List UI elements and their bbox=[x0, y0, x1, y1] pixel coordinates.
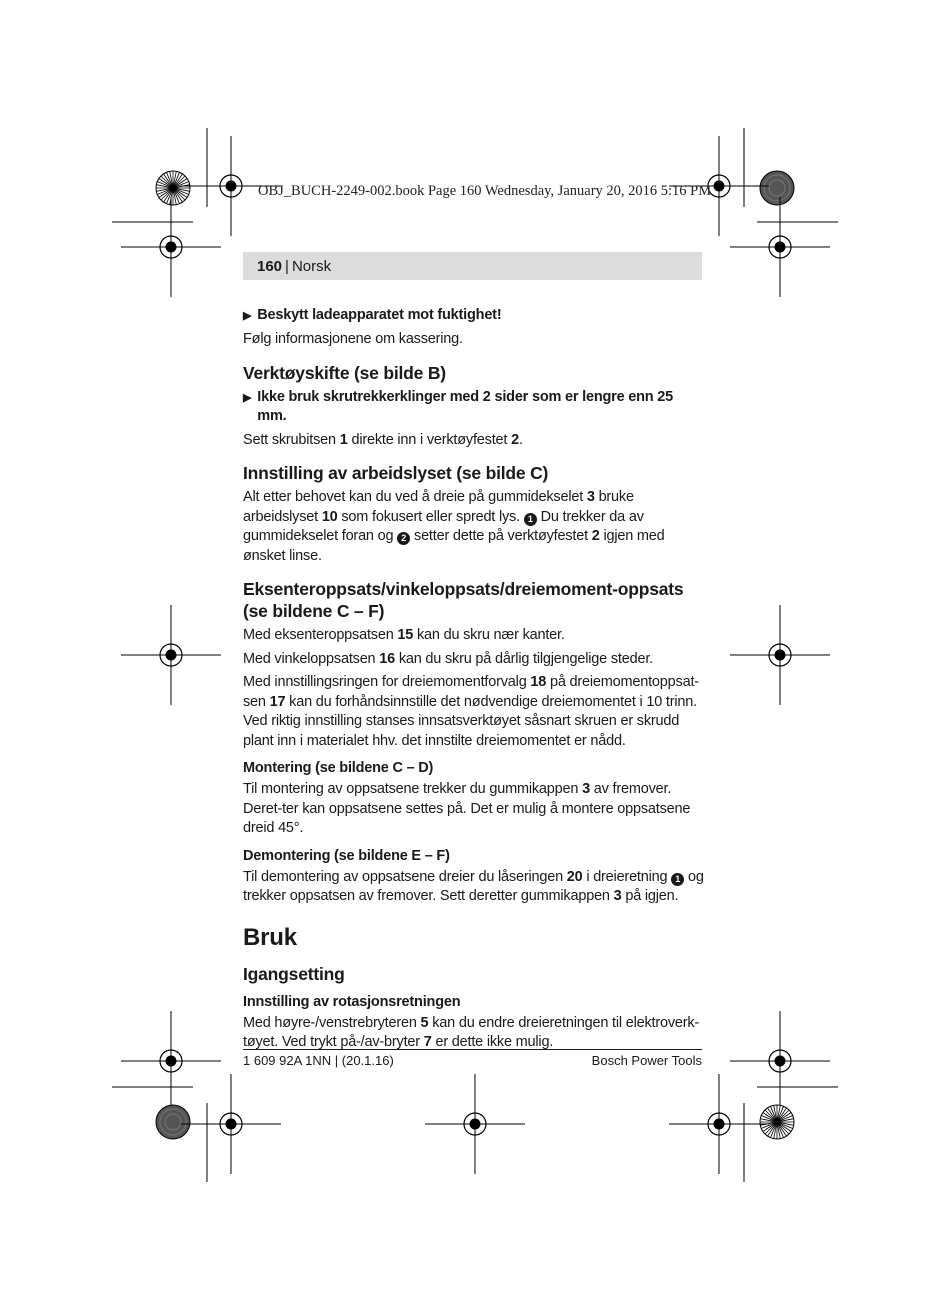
crosshair-mark bbox=[121, 1011, 221, 1111]
crosshair-mark bbox=[121, 605, 221, 705]
paragraph-demounting: Til demontering av oppsatsene dreier du låseringen 20 i dreieretning 1 og trekker oppsatsen av fremover. Sett deretter gummikappen 3 på igjen. bbox=[243, 868, 704, 904]
header-separator: | bbox=[285, 257, 289, 275]
crosshair-mark bbox=[730, 197, 830, 297]
footer-doc-code: 1 609 92A 1NN | (20.1.16) bbox=[243, 1053, 394, 1068]
heading-startup: Igangsetting bbox=[243, 963, 345, 984]
paragraph-angle: Med vinkeloppsatsen 16 kan du skru på dårlig tilgjengelige steder. bbox=[243, 650, 653, 667]
paragraph-rotation: Med høyre-/venstrebryteren 5 kan du endre dreieretningen til elektroverk-tøyet. Ved trykt på-/av-bryter 7 er dette ikke mulig. bbox=[243, 1014, 700, 1050]
heading-demounting: Demontering (se bildene E – F) bbox=[243, 847, 450, 864]
crosshair-mark bbox=[730, 1011, 830, 1111]
warning-charger bbox=[243, 306, 705, 326]
step-1-icon: 1 bbox=[671, 873, 684, 886]
print-job-info: OBJ_BUCH-2249-002.book Page 160 Wednesday, January 20, 2016 5:16 PM bbox=[258, 183, 712, 199]
crosshair-mark bbox=[425, 1074, 525, 1174]
triangle-bullet-icon: ▶ bbox=[243, 391, 252, 404]
warning-text: Beskytt ladeapparatet mot fuktighet! bbox=[257, 307, 502, 323]
starburst-mark-top-left bbox=[156, 171, 190, 205]
triangle-bullet-icon: ▶ bbox=[243, 310, 252, 322]
crosshair-mark bbox=[121, 197, 221, 297]
crosshair-mark bbox=[669, 1074, 769, 1174]
crosshair-mark bbox=[730, 605, 830, 705]
heading-work-light: Innstilling av arbeidslyset (se bilde C) bbox=[243, 463, 549, 483]
page-header bbox=[243, 252, 702, 280]
paragraph-eccentric: Med eksenteroppsatsen 15 kan du skru nær kanter. bbox=[243, 627, 565, 643]
heading-attachments: Eksenteroppsats/vinkeloppsats/dreiemoment-oppsats (se bildene C – F) bbox=[243, 579, 684, 621]
heading-mounting: Montering (se bildene C – D) bbox=[243, 760, 434, 776]
page-content bbox=[243, 306, 705, 1057]
starburst-mark-bottom-right bbox=[760, 1105, 794, 1139]
heading-use: Bruk bbox=[243, 923, 297, 951]
crosshair-mark bbox=[181, 1074, 281, 1174]
paragraph-mounting: Til montering av oppsatsene trekker du gummikappen 3 av fremover. Deret-ter kan oppsatsene settes på. Det er mulig å montere oppsatsene dreid 45°. bbox=[243, 781, 691, 836]
footer-divider bbox=[243, 1049, 702, 1050]
heading-tool-change: Verktøyskifte (se bilde B) bbox=[243, 362, 446, 383]
footer-brand: Bosch Power Tools bbox=[591, 1053, 702, 1068]
paragraph-work-light: Alt etter behovet kan du ved å dreie på gummidekselet 3 bruke arbeidslyset 10 som fokusert eller spredt lys. 1 Du trekker da av gummidekselet foran og 2 setter dette på verktøyfestet 2 igjen med ønsket linse. bbox=[243, 489, 665, 564]
step-1-icon: 1 bbox=[524, 513, 537, 526]
paragraph-bit: Sett skrubitsen 1 direkte inn i verktøyfestet 2. bbox=[243, 431, 523, 448]
warning-blades bbox=[243, 388, 705, 427]
dark-mark-bottom-left bbox=[156, 1105, 190, 1139]
paragraph-torque: Med innstillingsringen for dreiemomentforvalg 18 på dreiemomentoppsat-sen 17 kan du forhåndsinnstille det nødvendige dreiemomentet i 10 trinn. Ved riktig innstilling stanses innsatsverktøyet såsnart skruen er skrudd plant inn i materialet hhv. det innstilte dreiemomentet er nådd. bbox=[243, 674, 699, 749]
heading-rotation: Innstilling av rotasjonsretningen bbox=[243, 993, 461, 1010]
step-2-icon: 2 bbox=[397, 532, 410, 545]
page-number: 160 bbox=[257, 257, 283, 275]
paragraph-disposal: Følg informasjonene om kassering. bbox=[243, 331, 463, 347]
warning-text: Ikke bruk skrutrekkerklinger med 2 sider som er lengre enn 25 mm. bbox=[257, 388, 674, 424]
header-language: Norsk bbox=[291, 257, 332, 275]
dark-mark-top-right bbox=[760, 171, 794, 205]
